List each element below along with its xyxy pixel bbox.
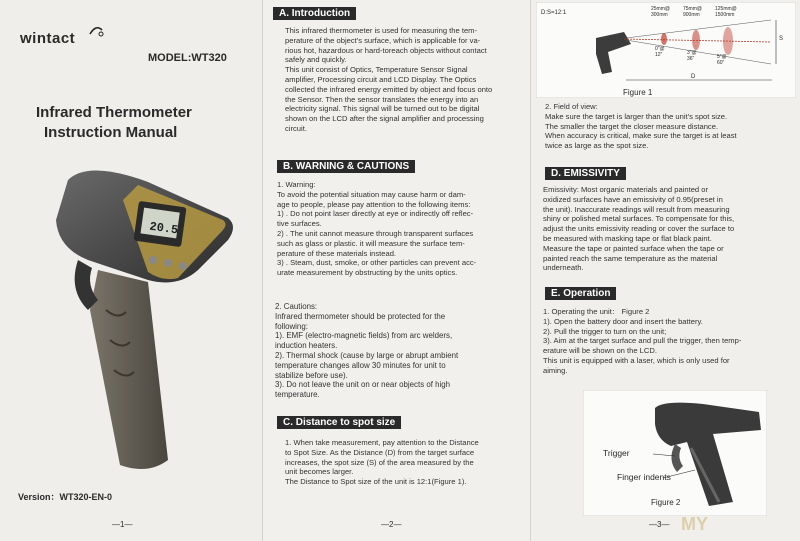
operation-text: 1. Operating the unit： Figure 2 1). Open the battery door and insert the battery. 2). Pull the trigger to turn on the unit; 3). Aim at the target surface and pull the trigger, then temp- erature will be shown on the LCD. This unit is equipped with a laser, which is only used for aiming.: [543, 307, 742, 375]
figure-2-caption: Figure 2: [651, 498, 681, 507]
fig1-spot-3: 125mm@ 1500mm: [715, 6, 737, 18]
cover-panel: [0, 0, 262, 541]
page-3-panel: [530, 0, 800, 541]
warning-header: B. WARNING & CAUTIONS: [277, 160, 415, 173]
field-of-view-text: 2. Field of view: Make sure the target is larger than the unit's spot size. The smaller the target the closer measure distance. When accuracy is critical, make sure the target is at least twice as large as the spot size.: [545, 102, 737, 151]
figure-1-caption: Figure 1: [623, 88, 653, 97]
cautions-text: 2. Cautions: Infrared thermometer should be protected for the following: 1). EMF (electro-magnetic fields) from arc welders, induction heaters. 2). Thermal shock (cause by large or abrupt ambient temperature changes allow 30 minutes for unit to stabilize before use). 3). Do not leave the unit on or near objects of high temperature.: [275, 302, 459, 400]
trigger-label: Trigger: [603, 448, 630, 458]
fig1-d-label: D: [691, 74, 696, 80]
page-2-panel: [262, 0, 530, 541]
finger-indents-label: Finger indents: [617, 472, 671, 482]
manual-title-line1: Infrared Thermometer: [36, 104, 192, 121]
fig1-s-label: S: [779, 36, 784, 42]
brand-name: wintact: [20, 30, 76, 47]
version-label: Version：WT320-EN-0: [18, 492, 113, 502]
introduction-header: A. Introduction: [273, 7, 356, 20]
warning-text: 1. Warning: To avoid the potential situation may cause harm or dam- age to people, please pay attention to the following items: 1) . Do not point laser directly at eye or indirectly off reflec- tive surfaces. 2) . The unit cannot measure through transparent surfaces such as glass or plastic. it will measure the surface tem- perature of these materials instead. 3) . Steam, dust, smoke, or other particles can prevent acc- urate measurement by obstructing by the units optics.: [277, 180, 477, 278]
model-number: MODEL:WT320: [148, 52, 227, 64]
brand-logo-icon: [88, 24, 104, 38]
page-number-2: —2—: [381, 520, 402, 529]
fig1-spot-1: 25mm@ 300mm: [651, 6, 670, 18]
watermark: MY: [681, 514, 708, 534]
distance-header: C. Distance to spot size: [277, 416, 401, 429]
fig1-angle-3: 5"@ 60": [717, 54, 727, 66]
fig1-angle-1: 0"@ 12": [655, 46, 665, 58]
fig1-angle-2: 3"@ 36": [687, 50, 697, 62]
page-number-1: —1—: [112, 520, 133, 529]
thermometer-photo: [28, 160, 238, 475]
manual-title-line2: Instruction Manual: [44, 124, 178, 141]
introduction-text: This infrared thermometer is used for measuring the tem- perature of the object's surface, which is applicable for va- rious hot, hazardous or hard-toreach objects without contact safely and quickly. This unit consist of Optics, Temperature Sensor Signal amplifier, Processing circuit and LCD Display. The Optics collected the infrared energy emitted by object and focus onto the Sensor. Then the sensor translates the energy into an electricity signal. This signal will be turned out to be digital shown on the LCD after the signal amplifier and processing circuit.: [285, 26, 493, 133]
fig1-ratio: D:S=12:1: [541, 10, 567, 16]
distance-text: 1. When take measurement, pay attention to the Distance to Spot Size. As the Distance (D) from the target surface increases, the spot size (S) of the area measured by the unit becomes larger. The Distance to Spot size of the unit is 12:1(Figure 1).: [285, 438, 479, 487]
emissivity-text: Emissivity: Most organic materials and painted or oxidized surfaces have an emissivity of 0.95(preset in the unit). Inaccurate readings will result from measuring shiny or polished metal surfaces. To compensate for this, adjust the units emissivity reading or cover the surface to be measured with masking tape or flat black paint. Measure the tape or painted surface when the tape or painted reach the same temperature as the material underneath.: [543, 185, 735, 273]
operation-header: E. Operation: [545, 287, 616, 300]
page-number-3: —3—: [649, 520, 670, 529]
emissivity-header: D. EMISSIVITY: [545, 167, 626, 180]
fig1-spot-2: 75mm@ 900mm: [683, 6, 702, 18]
device-display-reading: 20.5: [148, 219, 180, 238]
